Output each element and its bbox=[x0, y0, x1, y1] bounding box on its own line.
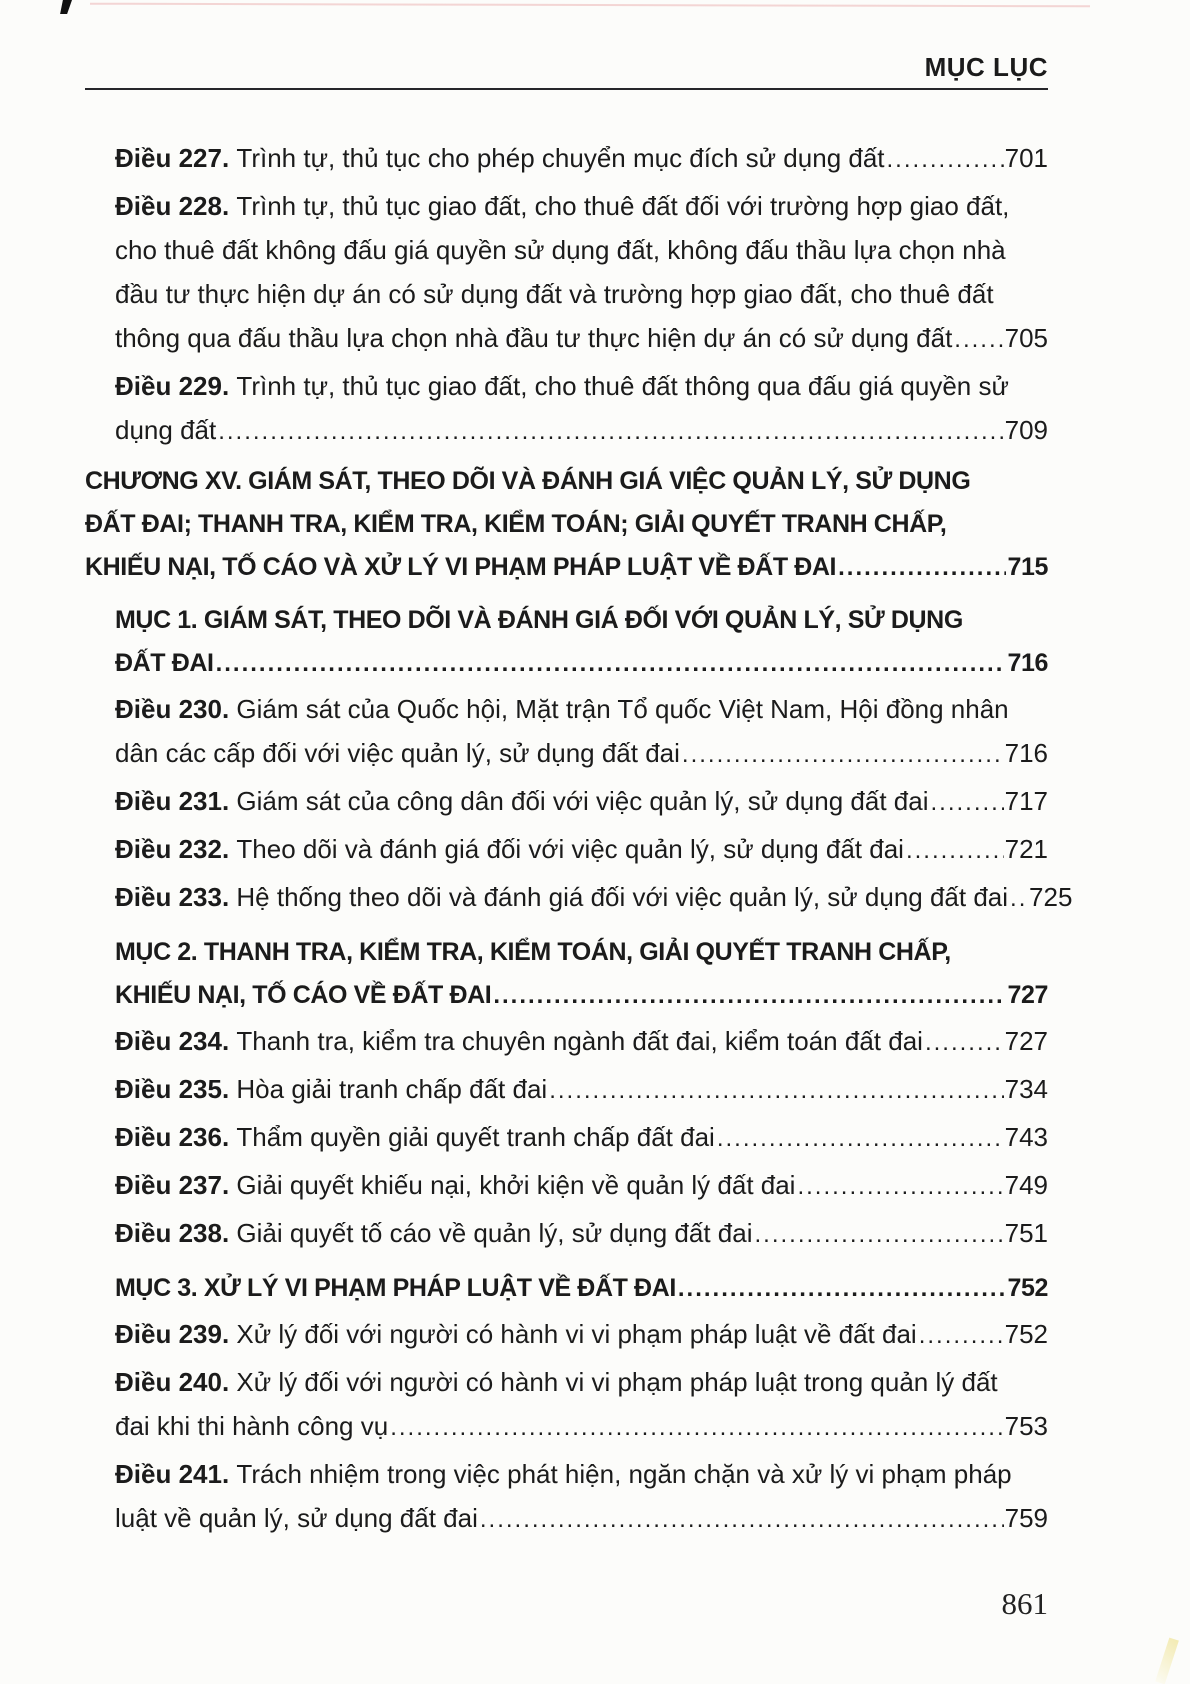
dot-leader bbox=[682, 731, 1004, 777]
dot-leader bbox=[390, 1404, 1003, 1450]
toc-entry-text: KHIẾU NẠI, TỐ CÁO VỀ ĐẤT ĐAI bbox=[115, 981, 492, 1009]
toc-entry-page: 709 bbox=[1004, 415, 1048, 445]
toc-entry-text: Điều 227. Trình tự, thủ tục cho phép chuyển mục đích sử dụng đất bbox=[115, 143, 885, 173]
toc-entry-label: Điều 237. bbox=[115, 1170, 237, 1200]
dot-leader bbox=[1010, 875, 1028, 921]
toc-entry-text: thông qua đấu thầu lựa chọn nhà đầu tư thực hiện dự án có sử dụng đất bbox=[115, 323, 953, 353]
toc-entry-text: Điều 228. Trình tự, thủ tục giao đất, cho thuê đất đối với trường hợp giao đất, bbox=[115, 191, 1010, 221]
toc-entry bbox=[115, 875, 1073, 921]
toc-entry-page: 701 bbox=[1004, 143, 1048, 173]
toc-entry-text: Điều 230. Giám sát của Quốc hội, Mặt trận Tổ quốc Việt Nam, Hội đồng nhân bbox=[115, 694, 1009, 724]
toc-entry-line bbox=[115, 599, 1048, 642]
toc-entry-page: 759 bbox=[1004, 1503, 1048, 1533]
dot-leader bbox=[480, 1496, 1004, 1542]
toc-entry bbox=[115, 1019, 1048, 1065]
toc-entry-label: Điều 235. bbox=[115, 1074, 237, 1104]
toc-entry-page: 752 bbox=[1004, 1319, 1048, 1349]
toc-entry-label: Điều 232. bbox=[115, 834, 237, 864]
toc-entry-page: 753 bbox=[1004, 1411, 1048, 1441]
toc-entry-label: Điều 241. bbox=[115, 1459, 237, 1489]
toc-entry bbox=[115, 1360, 1048, 1450]
toc-entry-text: Điều 234. Thanh tra, kiểm tra chuyên ngành đất đai, kiểm toán đất đai bbox=[115, 1026, 923, 1056]
toc-entry-label: Điều 229. bbox=[115, 371, 237, 401]
toc-entry bbox=[115, 599, 1048, 685]
toc-entry bbox=[115, 1312, 1048, 1358]
scan-pink-line bbox=[90, 3, 1090, 8]
toc-entry-text: Điều 233. Hệ thống theo dõi và đánh giá đối với việc quản lý, sử dụng đất đai bbox=[115, 882, 1009, 912]
toc-entry-line bbox=[115, 827, 1048, 873]
scan-mark-bottom-right bbox=[1155, 1638, 1179, 1684]
toc-entry-label: Điều 233. bbox=[115, 882, 237, 912]
dot-leader bbox=[797, 1163, 1003, 1209]
dot-leader bbox=[549, 1067, 1003, 1113]
toc-entry-line bbox=[115, 272, 1048, 316]
toc-entry-line bbox=[115, 136, 1048, 182]
toc-entry-page: 715 bbox=[1007, 553, 1048, 581]
toc-entry-page: 734 bbox=[1004, 1074, 1048, 1104]
toc-entry-text: Điều 236. Thẩm quyền giải quyết tranh chấp đất đai bbox=[115, 1122, 715, 1152]
toc-list bbox=[85, 136, 1073, 1542]
toc-entry-page: 727 bbox=[1004, 1026, 1048, 1056]
page-header-title: MỤC LỤC bbox=[924, 52, 1048, 82]
toc-entry bbox=[115, 827, 1048, 873]
toc-entry-label: Điều 240. bbox=[115, 1367, 237, 1397]
toc-entry-label: Điều 231. bbox=[115, 786, 237, 816]
dot-leader bbox=[838, 546, 1006, 589]
toc-entry-page: 727 bbox=[1007, 981, 1048, 1009]
toc-entry-text: Điều 232. Theo dõi và đánh giá đối với việc quản lý, sử dụng đất đai bbox=[115, 834, 904, 864]
toc-entry-line bbox=[115, 974, 1048, 1017]
dot-leader bbox=[925, 1019, 1004, 1065]
toc-entry bbox=[85, 460, 1048, 589]
dot-leader bbox=[216, 642, 1007, 685]
toc-entry-text: ĐẤT ĐAI bbox=[115, 649, 214, 677]
toc-entry bbox=[115, 1067, 1048, 1113]
toc-entry-text: luật về quản lý, sử dụng đất đai bbox=[115, 1503, 478, 1533]
toc-entry-text: Điều 241. Trách nhiệm trong việc phát hiện, ngăn chặn và xử lý vi phạm pháp bbox=[115, 1459, 1012, 1489]
toc-entry-page: 725 bbox=[1029, 882, 1073, 912]
toc-entry-page: 717 bbox=[1004, 786, 1048, 816]
toc-entry-label: Điều 227. bbox=[115, 143, 237, 173]
toc-entry-page: 721 bbox=[1004, 834, 1048, 864]
dot-leader bbox=[493, 974, 1006, 1017]
toc-entry-line bbox=[115, 1267, 1048, 1310]
toc-entry bbox=[115, 1211, 1048, 1257]
dot-leader bbox=[930, 779, 1003, 825]
toc-entry-page: 749 bbox=[1004, 1170, 1048, 1200]
toc-entry-line bbox=[115, 1115, 1048, 1161]
toc-entry-text: MỤC 3. XỬ LÝ VI PHẠM PHÁP LUẬT VỀ ĐẤT ĐAI bbox=[115, 1274, 676, 1302]
toc-entry-line bbox=[85, 503, 1048, 546]
toc-entry-line bbox=[115, 1067, 1048, 1113]
toc-entry-line bbox=[115, 228, 1048, 272]
toc-entry-text: MỤC 2. THANH TRA, KIỂM TRA, KIỂM TOÁN, GIẢI QUYẾT TRANH CHẤP, bbox=[115, 938, 951, 966]
page-content bbox=[85, 52, 1073, 1542]
toc-entry bbox=[115, 136, 1048, 182]
toc-entry-text: đầu tư thực hiện dự án có sử dụng đất và trường hợp giao đất, cho thuê đất bbox=[115, 279, 994, 309]
toc-entry-line bbox=[115, 1452, 1048, 1496]
toc-entry-text: dân các cấp đối với việc quản lý, sử dụng đất đai bbox=[115, 738, 680, 768]
toc-entry-text: Điều 240. Xử lý đối với người có hành vi vi phạm pháp luật trong quản lý đất bbox=[115, 1367, 998, 1397]
toc-entry bbox=[115, 1115, 1048, 1161]
toc-entry-label: Điều 239. bbox=[115, 1319, 237, 1349]
page-number: 861 bbox=[1001, 1586, 1048, 1621]
toc-entry-text: Điều 239. Xử lý đối với người có hành vi vi phạm pháp luật về đất đai bbox=[115, 1319, 917, 1349]
toc-entry-text: dụng đất bbox=[115, 415, 217, 445]
toc-entry bbox=[115, 184, 1048, 362]
toc-entry-text: đai khi thi hành công vụ bbox=[115, 1411, 389, 1441]
toc-entry-text: Điều 231. Giám sát của công dân đối với việc quản lý, sử dụng đất đai bbox=[115, 786, 929, 816]
toc-entry-text: KHIẾU NẠI, TỐ CÁO VÀ XỬ LÝ VI PHẠM PHÁP LUẬT VỀ ĐẤT ĐAI bbox=[85, 553, 837, 581]
dot-leader bbox=[954, 316, 1003, 362]
toc-entry-line bbox=[115, 1360, 1048, 1404]
toc-entry-line bbox=[115, 731, 1048, 777]
dot-leader bbox=[919, 1312, 1004, 1358]
toc-entry bbox=[115, 1267, 1048, 1310]
toc-entry bbox=[115, 1163, 1048, 1209]
toc-entry-page: 743 bbox=[1004, 1122, 1048, 1152]
toc-entry-page: 752 bbox=[1007, 1274, 1048, 1302]
toc-entry-page: 716 bbox=[1007, 649, 1048, 677]
toc-entry-line bbox=[115, 779, 1048, 825]
toc-entry-line bbox=[115, 931, 1048, 974]
toc-entry-line bbox=[115, 408, 1048, 454]
toc-entry-text: Điều 229. Trình tự, thủ tục giao đất, cho thuê đất thông qua đấu giá quyền sử bbox=[115, 371, 1009, 401]
dot-leader bbox=[906, 827, 1004, 873]
toc-entry-page: 705 bbox=[1004, 323, 1048, 353]
toc-entry-line bbox=[115, 1496, 1048, 1542]
toc-entry-line bbox=[115, 184, 1048, 228]
toc-entry-line bbox=[115, 875, 1073, 921]
toc-entry bbox=[115, 687, 1048, 777]
header-rule bbox=[85, 88, 1048, 90]
toc-entry-line bbox=[115, 1404, 1048, 1450]
toc-entry-text: Điều 237. Giải quyết khiếu nại, khởi kiện về quản lý đất đai bbox=[115, 1170, 796, 1200]
toc-entry-text: MỤC 1. GIÁM SÁT, THEO DÕI VÀ ĐÁNH GIÁ ĐỐI VỚI QUẢN LÝ, SỬ DỤNG bbox=[115, 606, 963, 634]
toc-entry-line bbox=[115, 1163, 1048, 1209]
toc-entry-line bbox=[115, 1019, 1048, 1065]
dot-leader bbox=[754, 1211, 1003, 1257]
toc-entry-text: CHƯƠNG XV. GIÁM SÁT, THEO DÕI VÀ ĐÁNH GIÁ VIỆC QUẢN LÝ, SỬ DỤNG bbox=[85, 467, 971, 495]
toc-entry-label: Điều 238. bbox=[115, 1218, 237, 1248]
dot-leader bbox=[717, 1115, 1004, 1161]
toc-entry-line bbox=[85, 460, 1048, 503]
toc-entry-line bbox=[115, 364, 1048, 408]
toc-entry-page: 751 bbox=[1004, 1218, 1048, 1248]
toc-entry bbox=[115, 779, 1048, 825]
toc-entry-text: Điều 238. Giải quyết tố cáo về quản lý, sử dụng đất đai bbox=[115, 1218, 753, 1248]
toc-entry-line bbox=[115, 687, 1048, 731]
dot-leader bbox=[678, 1267, 1007, 1310]
toc-entry-line bbox=[85, 546, 1048, 589]
toc-entry-label: Điều 230. bbox=[115, 694, 237, 724]
toc-entry-page: 716 bbox=[1004, 738, 1048, 768]
toc-entry bbox=[115, 364, 1048, 454]
toc-entry bbox=[115, 931, 1048, 1017]
toc-entry-line bbox=[115, 316, 1048, 362]
toc-entry-line bbox=[115, 1211, 1048, 1257]
toc-entry-line bbox=[115, 1312, 1048, 1358]
toc-entry-label: Điều 228. bbox=[115, 191, 237, 221]
toc-entry-label: Điều 234. bbox=[115, 1026, 237, 1056]
scan-mark-top-left bbox=[58, 0, 72, 14]
toc-entry-text: cho thuê đất không đấu giá quyền sử dụng đất, không đấu thầu lựa chọn nhà bbox=[115, 235, 1006, 265]
dot-leader bbox=[218, 408, 1003, 454]
toc-entry bbox=[115, 1452, 1048, 1542]
toc-entry-text: Điều 235. Hòa giải tranh chấp đất đai bbox=[115, 1074, 548, 1104]
toc-entry-text: ĐẤT ĐAI; THANH TRA, KIỂM TRA, KIỂM TOÁN; GIẢI QUYẾT TRANH CHẤP, bbox=[85, 510, 947, 538]
toc-entry-label: Điều 236. bbox=[115, 1122, 237, 1152]
toc-entry-line bbox=[115, 642, 1048, 685]
dot-leader bbox=[887, 136, 1004, 182]
